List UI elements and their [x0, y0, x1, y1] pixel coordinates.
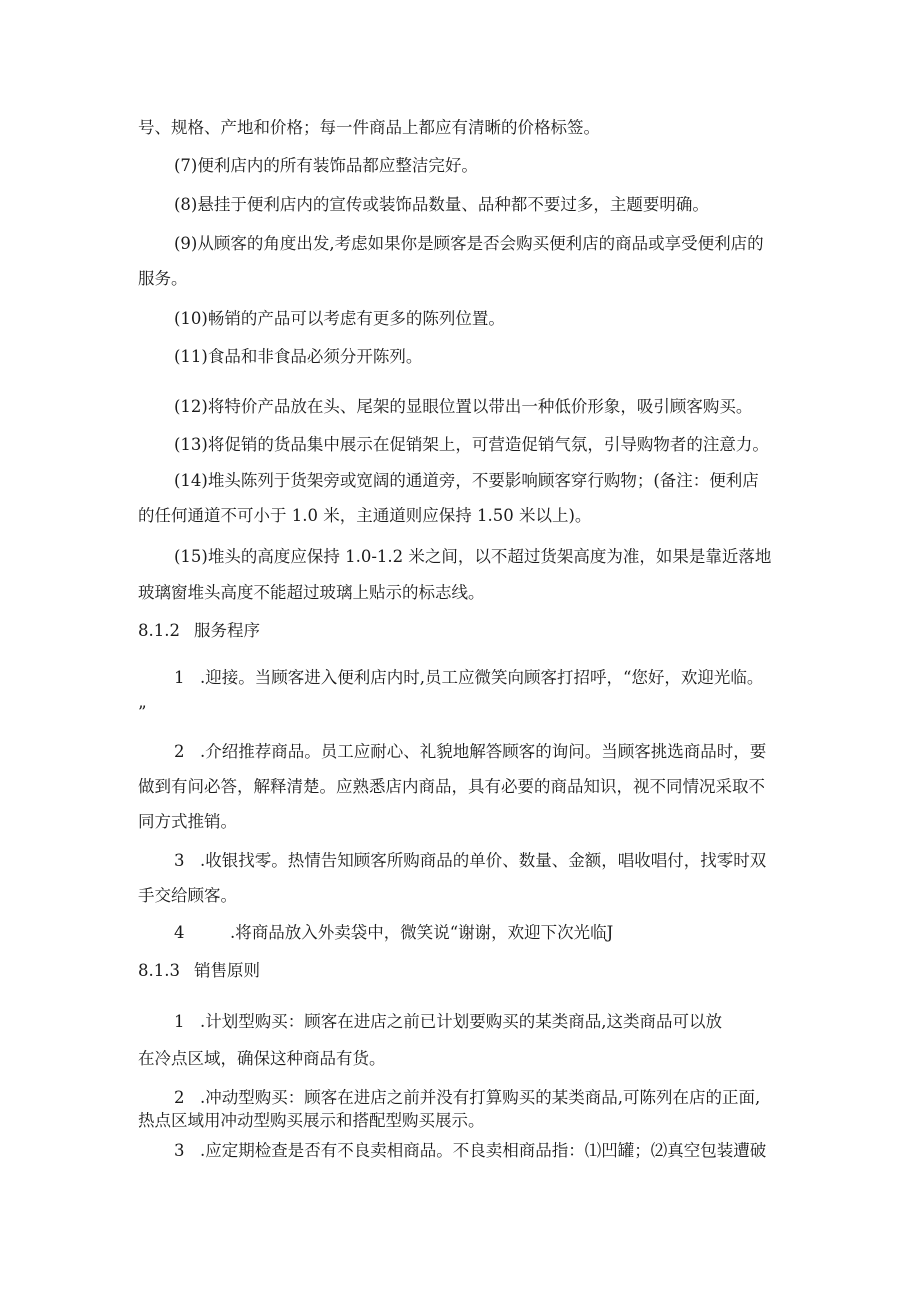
list-item-14: (14)堆头陈列于货架旁或宽阔的通道旁，不要影响顾客穿行购物；(备注：便利店	[174, 471, 759, 490]
list-item-10: (10)畅销的产品可以考虑有更多的陈列位置。	[174, 309, 505, 328]
sales-principle-1	[174, 1011, 722, 1033]
step-number: 1	[174, 1012, 185, 1031]
section-heading-sales	[138, 960, 260, 982]
step-text: .收银找零。热情告知顾客所购商品的单价、数量、金额，唱收唱付，找零时双	[200, 851, 767, 870]
text-line: 手交给顾客。	[138, 886, 237, 905]
section-heading-service	[138, 620, 260, 642]
step-text: .将商品放入外卖袋中，微笑说“谢谢，欢迎下次光临J	[230, 923, 614, 942]
service-step-2	[174, 741, 766, 763]
service-step-1	[174, 667, 763, 689]
list-item-9: (9)从顾客的角度出发,考虑如果你是顾客是否会购买便利店的商品或享受便利店的	[174, 234, 764, 253]
text-line: 的任何通道不可小于 1.0 米，主通道则应保持 1.50 米以上)。	[138, 506, 592, 525]
step-text: .冲动型购买：顾客在进店之前并没有打算购买的某类商品,可陈列在店的正面,	[200, 1088, 761, 1107]
section-title: 销售原则	[193, 961, 260, 980]
list-item-8: (8)悬挂于便利店内的宣传或装饰品数量、品种都不要过多，主题要明确。	[174, 195, 709, 214]
step-number: 4	[174, 923, 185, 942]
text-line: 服务。	[138, 269, 188, 288]
text-line: 热点区域用冲动型购买展示和搭配型购买展示。	[138, 1111, 485, 1130]
list-item-13: (13)将促销的货品集中展示在促销架上，可营造促销气氛，引导购物者的注意力。	[174, 435, 769, 454]
step-number: 3	[174, 1141, 185, 1160]
list-item-15: (15)堆头的高度应保持 1.0-1.2 米之间，以不超过货架高度为准，如果是靠近落地	[174, 547, 772, 566]
section-title: 服务程序	[193, 621, 260, 640]
text-line: 同方式推销。	[138, 812, 237, 831]
service-step-4	[174, 922, 613, 944]
sales-principle-3	[174, 1140, 766, 1162]
step-number: 2	[174, 742, 185, 761]
step-text: .迎接。当顾客进入便利店内时,员工应微笑向顾客打招呼，“您好，欢迎光临。	[200, 668, 764, 687]
service-step-3	[174, 850, 766, 872]
list-item-7: (7)便利店内的所有装饰品都应整洁完好。	[174, 156, 478, 175]
list-item-11: (11)食品和非食品必须分开陈列。	[174, 347, 423, 366]
text-line: ”	[138, 703, 147, 722]
text-line: 在冷点区域，确保这种商品有货。	[138, 1049, 386, 1068]
list-item-12: (12)将特价产品放在头、尾架的显眼位置以带出一种低价形象，吸引顾客购买。	[174, 397, 753, 416]
text-line: 做到有问必答，解释清楚。应熟悉店内商品，具有必要的商品知识，视不同情况采取不	[138, 777, 765, 796]
step-number: 1	[174, 668, 185, 687]
step-text: .计划型购买：顾客在进店之前已计划要购买的某类商品,这类商品可以放	[200, 1012, 722, 1031]
section-number: 8.1.3	[138, 961, 180, 980]
step-number: 3	[174, 851, 185, 870]
text-line: 玻璃窗堆头高度不能超过玻璃上贴示的标志线。	[138, 583, 485, 602]
text-line: 号、规格、产地和价格；每一件商品上都应有清晰的价格标签。	[138, 118, 600, 137]
sales-principle-2	[174, 1087, 760, 1109]
step-number: 2	[174, 1088, 185, 1107]
step-text: .应定期检查是否有不良卖相商品。不良卖相商品指：⑴凹罐；⑵真空包装遭破	[200, 1141, 767, 1160]
section-number: 8.1.2	[138, 621, 180, 640]
step-text: .介绍推荐商品。员工应耐心、礼貌地解答顾客的询问。当顾客挑选商品时，要	[200, 742, 767, 761]
